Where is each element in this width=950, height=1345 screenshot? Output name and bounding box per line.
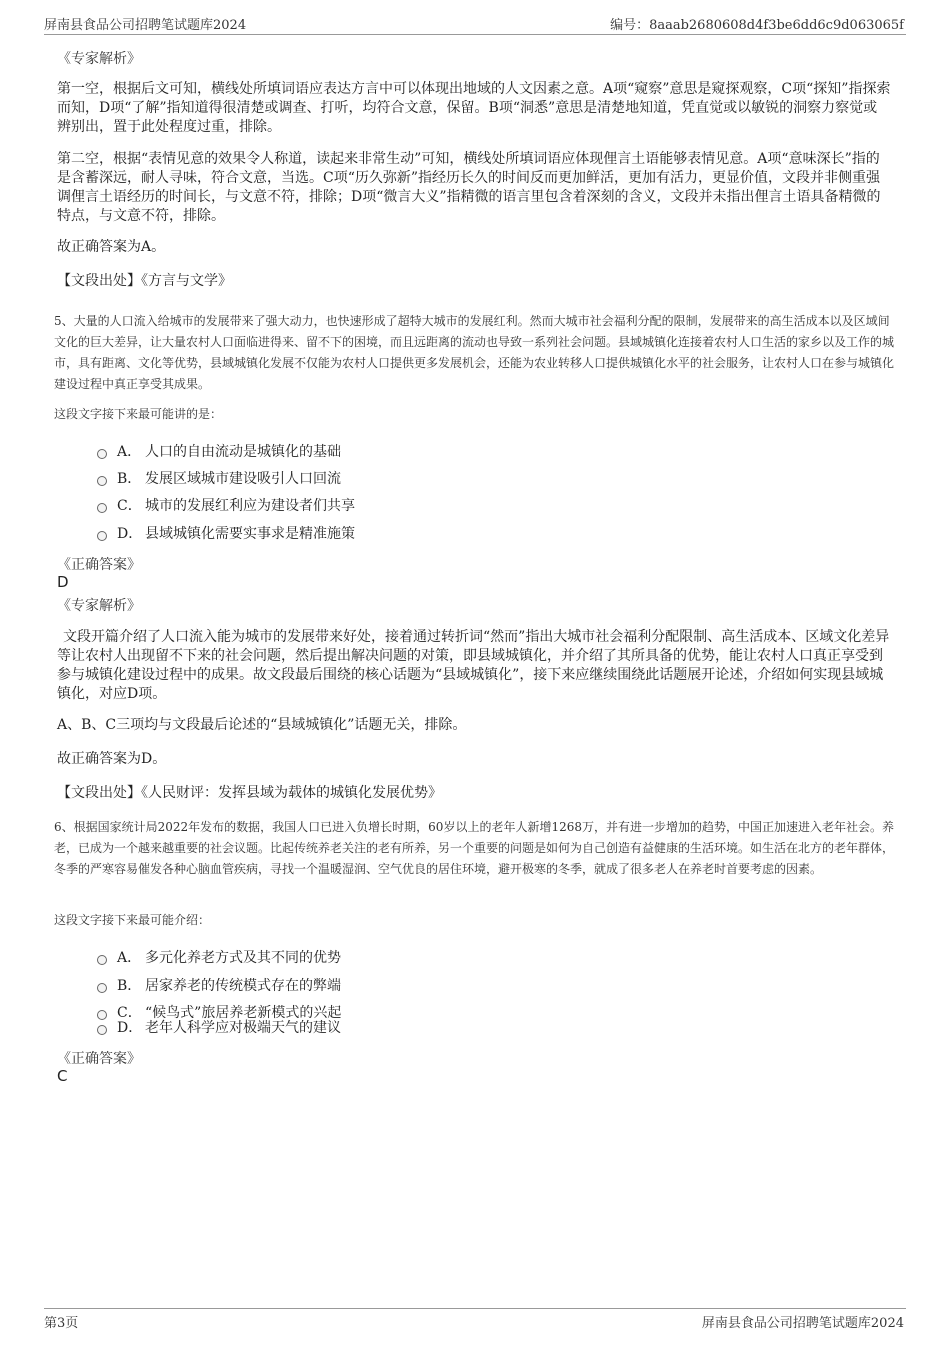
radio-icon[interactable] [97, 531, 107, 541]
option-text: 县域城镇化需要实事求是精准施策 [145, 526, 355, 542]
option-a[interactable] [97, 441, 341, 461]
radio-icon[interactable] [97, 503, 107, 513]
footer-title: 屏南县食品公司招聘笔试题库2024 [701, 1316, 904, 1331]
question-prompt: 这段文字接下来最可能讲的是： [54, 407, 223, 421]
option-text: 城市的发展红利应为建设者们共享 [145, 498, 355, 514]
option-d[interactable] [97, 523, 355, 543]
option-letter: A． [117, 950, 142, 966]
analysis-paragraph: 第二空，根据“表情见意的效果令人称道，读起来非常生动”可知，横线处所填词语应体现俚言土语能够表情见意。A项“意味深长”指的是含蓄深远，耐人寻味，符合文意，当选。C项“历久弥新”指经历长久的时间反而更加鲜活，更加有活力，更显价值，文段并非侧重强调俚言土语经历的时间长，与文意不符，排除；D项“微言大义”指精微的语言里包含着深刻的含义，文段并未指出俚言土语具备精微的特点，与文意不符，排除。 [57, 151, 881, 224]
option-text: 人口的自由流动是城镇化的基础 [145, 444, 341, 460]
option-letter: D． [117, 1020, 143, 1036]
option-letter: B． [117, 471, 142, 487]
option-text: 发展区域城市建设吸引人口回流 [145, 471, 341, 487]
correct-answer-label: 《正确答案》 [57, 557, 141, 573]
footer-rule [44, 1308, 906, 1309]
radio-icon[interactable] [97, 955, 107, 965]
answer-conclusion: 故正确答案为D。 [57, 751, 167, 767]
option-a[interactable] [97, 947, 341, 967]
header-title: 屏南县食品公司招聘笔试题库2024 [44, 18, 247, 33]
option-letter: C． [117, 1005, 142, 1021]
correct-answer-label: 《正确答案》 [57, 1051, 141, 1067]
correct-answer: C [57, 1067, 68, 1085]
document-code: 编号：8aaab2680608d4f3be6dd6c9d063065f [610, 18, 904, 33]
question-prompt: 这段文字接下来最可能介绍： [54, 913, 211, 927]
analysis-paragraph: 文段开篇介绍了人口流入能为城市的发展带来好处，接着通过转折词“然而”指出大城市社会福利分配限制、高生活成本、区域文化差异等让农村人出现留不下来的社会问题，然后提出解决问题的对策，即县域城镇化，并介绍了其所具备的优势，能让农村人口真正享受到参与城镇化建设过程中的成果。故文段最后围绕的核心话题为“县域城镇化”，接下来应继续围绕此话题展开论述，介绍如何实现县域城镇化，对应D项。 [57, 629, 890, 702]
option-letter: C． [117, 498, 142, 514]
answer-conclusion: 故正确答案为A。 [57, 239, 166, 255]
option-text: 多元化养老方式及其不同的优势 [145, 950, 341, 966]
expert-analysis-label: 《专家解析》 [57, 598, 141, 614]
page-number: 第3页 [44, 1316, 79, 1331]
option-text: 老年人科学应对极端天气的建议 [145, 1020, 341, 1036]
option-letter: B． [117, 978, 142, 994]
option-letter: A． [117, 444, 142, 460]
option-b[interactable] [97, 975, 341, 995]
radio-icon[interactable] [97, 1025, 107, 1035]
question-stem: 5、大量的人口流入给城市的发展带来了强大动力，也快速形成了超特大城市的发展红利。然而大城市社会福利分配的限制，发展带来的高生活成本以及区域间文化的巨大差异，让大量农村人口面临进得来、留不下的困境，而且远距离的流动也导致一系列社会问题。县域城镇化连接着农村人口生活的家乡以及工作的城市，具有距离、文化等优势，县域城镇化发展不仅能为农村人口提供更多发展机会，还能为农业转移人口提供城镇化水平的社会服务，让农村人口在参与城镇化建设过程中真正享受其成果。 [54, 314, 895, 391]
option-text: “候鸟式”旅居养老新模式的兴起 [145, 1005, 342, 1021]
header-rule [44, 34, 906, 35]
option-d[interactable] [97, 1017, 341, 1037]
option-letter: D． [117, 526, 143, 542]
radio-icon[interactable] [97, 449, 107, 459]
radio-icon[interactable] [97, 983, 107, 993]
option-text: 居家养老的传统模式存在的弊端 [145, 978, 341, 994]
analysis-paragraph: A、B、C三项均与文段最后论述的“县域城镇化”话题无关，排除。 [57, 717, 467, 733]
option-b[interactable] [97, 468, 341, 488]
correct-answer: D [57, 573, 69, 591]
passage-source: 【文段出处】《方言与文学》 [57, 273, 232, 289]
question-stem: 6、根据国家统计局2022年发布的数据，我国人口已进入负增长时期，60岁以上的老年人新增1268万，并有进一步增加的趋势，中国正加速进入老年社会。养老，已成为一个越来越重要的社会议题。比起传统养老关注的老有所养，另一个重要的问题是如何为自己创造有益健康的生活环境。如生活在北方的老年群体，冬季的严寒容易催发各种心脑血管疾病，寻找一个温暖湿润、空气优良的居住环境，避开极寒的冬季，就成了很多老人在养老时首要考虑的因素。 [54, 820, 895, 876]
radio-icon[interactable] [97, 476, 107, 486]
option-c[interactable] [97, 495, 355, 515]
analysis-paragraph: 第一空，根据后文可知，横线处所填词语应表达方言中可以体现出地域的人文因素之意。A项“窥察”意思是窥探观察，C项“探知”指探索而知，D项“了解”指知道得很清楚或调查、打听，均符合文意，保留。B项“洞悉”意思是清楚地知道，凭直觉或以敏锐的洞察力察觉或辨别出，置于此处程度过重，排除。 [57, 81, 891, 135]
expert-analysis-label: 《专家解析》 [57, 51, 141, 67]
passage-source: 【文段出处】《人民财评：发挥县域为载体的城镇化发展优势》 [57, 785, 442, 801]
